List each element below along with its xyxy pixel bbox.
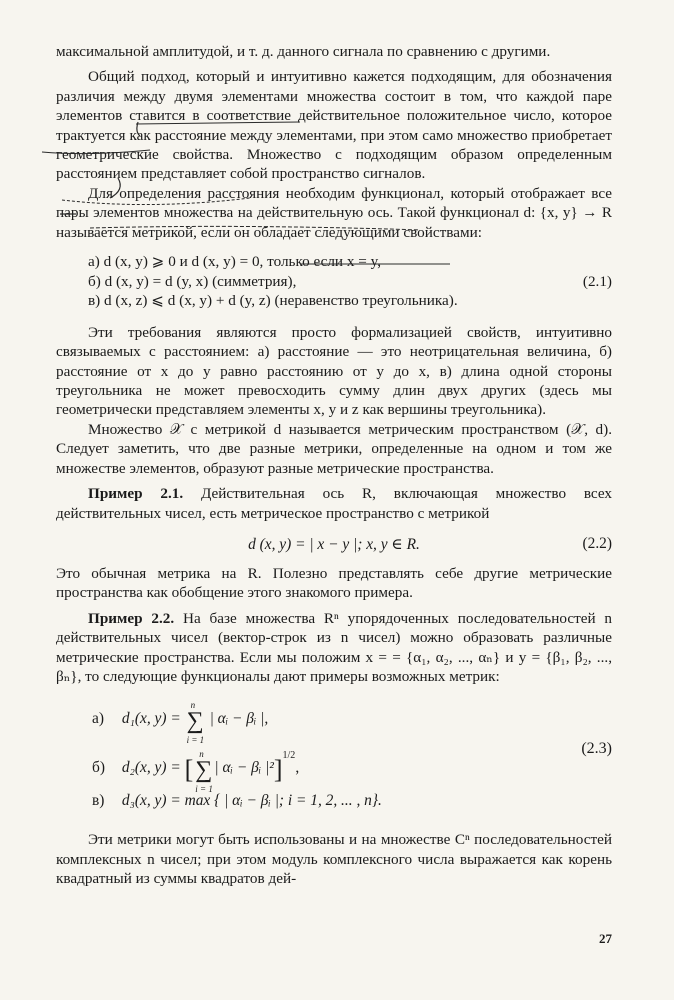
- metric-properties: [88, 252, 612, 311]
- metric-d3: в) d₃(x, y) = max { | αᵢ − βᵢ |; i = 1, 2, ... , n}.: [92, 792, 382, 810]
- example-2-2-label: Пример 2.2.: [88, 609, 175, 627]
- paragraph-general-approach: Общий подход, который и интуитивно кажется подходящим, для обозначения различия между двумя элементами множества состоит в том, что каждой паре элементов ставится в соответствие действительное положительное число, которое трактуется как расстояние между элементами, при этом само множество приобретает геометрические свойства. Множество с подходящим образом определенным расстоянием представляет собой пространство сигналов.: [56, 68, 612, 183]
- page-body: [56, 42, 612, 889]
- metric-d1: а) d₁(x, y) = ∑ n i = 1 | αᵢ − βᵢ |,: [92, 700, 269, 746]
- equation-2-2-formula: d (x, y) = | x − y |; x, y ∈ R.: [248, 535, 420, 553]
- sum-symbol: ∑ n i = 1: [186, 700, 205, 746]
- metric-d2: б) d₂(x, y) = [∑ n i = 1 | αᵢ − βᵢ |²]$^{1/2}$,: [92, 749, 300, 795]
- property-b: б) d (x, y) = d (y, x) (симметрия),: [88, 272, 297, 290]
- paragraph-requirements: Эти требования являются просто формализацией свойств, интуитивно связываемых с расстоянием: а) расстояние — это неотрицательная величина, б) расстояние от x до y равно расстоянию от y до x, в) длина одной стороны треугольника не может превосходить сумму длин двух других (здесь мы геометрически представляем элементы x, y и z как вершины треугольника).: [56, 323, 612, 419]
- equation-number-2-2: (2.2): [582, 534, 612, 552]
- equation-2-2: [56, 535, 612, 554]
- example-2-2: [56, 609, 612, 687]
- example-2-1-text: Действительная ось R, включающая множество всех действительных чисел, есть метрическое пространство с метрикой: [56, 485, 612, 522]
- equation-2-3: [56, 700, 612, 818]
- sum-symbol: ∑ n i = 1: [195, 749, 213, 795]
- property-a: а) d (x, y) ⩾ 0 и d (x, y) = 0, только если x = y,: [88, 253, 382, 271]
- example-2-1: [56, 484, 612, 523]
- paragraph-functional: Для определения расстояния необходим функционал, который отображает все пары элементов множества на действительную ось. Такой функционал d: {x, y} → R называется метрикой, если он обладает следующими свойствами:: [56, 184, 612, 241]
- paragraph-complex: Эти метрики могут быть использованы и на множестве Cⁿ последовательностей комплексных n чисел; при этом модуль комплексного числа выражается как корень квадратный из суммы квадратов дей-: [56, 831, 612, 888]
- paragraph-metric-space: Множество 𝒳 с метрикой d называется метрическим пространством (𝒳, d). Следует заметить, что две разные метрики, определенные на одном и том же множестве элементов, образуют разные метрические пространства.: [56, 420, 612, 477]
- equation-number-2-3: (2.3): [581, 740, 612, 758]
- paragraph-usual-metric: Это обычная метрика на R. Полезно представлять себе другие метрические пространства как обобщение этого знакомого примера.: [56, 564, 612, 602]
- paragraph-continuation: максимальной амплитудой, и т. д. данного сигнала по сравнению с другими.: [56, 43, 551, 60]
- page-number: 27: [599, 931, 612, 946]
- example-2-1-label: Пример 2.1.: [88, 485, 184, 503]
- equation-number-2-1: (2.1): [582, 272, 612, 290]
- example-2-2-text: На базе множества Rⁿ упорядоченных последовательностей n действительных чисел (вектор-строк из n чисел) можно образовать различные метрические пространства. Если мы положим x = = {α₁, α₂, ..., αₙ} и y = {β₁, β₂, ..., βₙ}, то следующие функционалы дают примеры возможных метрик:: [56, 609, 613, 685]
- property-c: в) d (x, z) ⩽ d (x, y) + d (y, z) (неравенство треугольника).: [88, 292, 458, 310]
